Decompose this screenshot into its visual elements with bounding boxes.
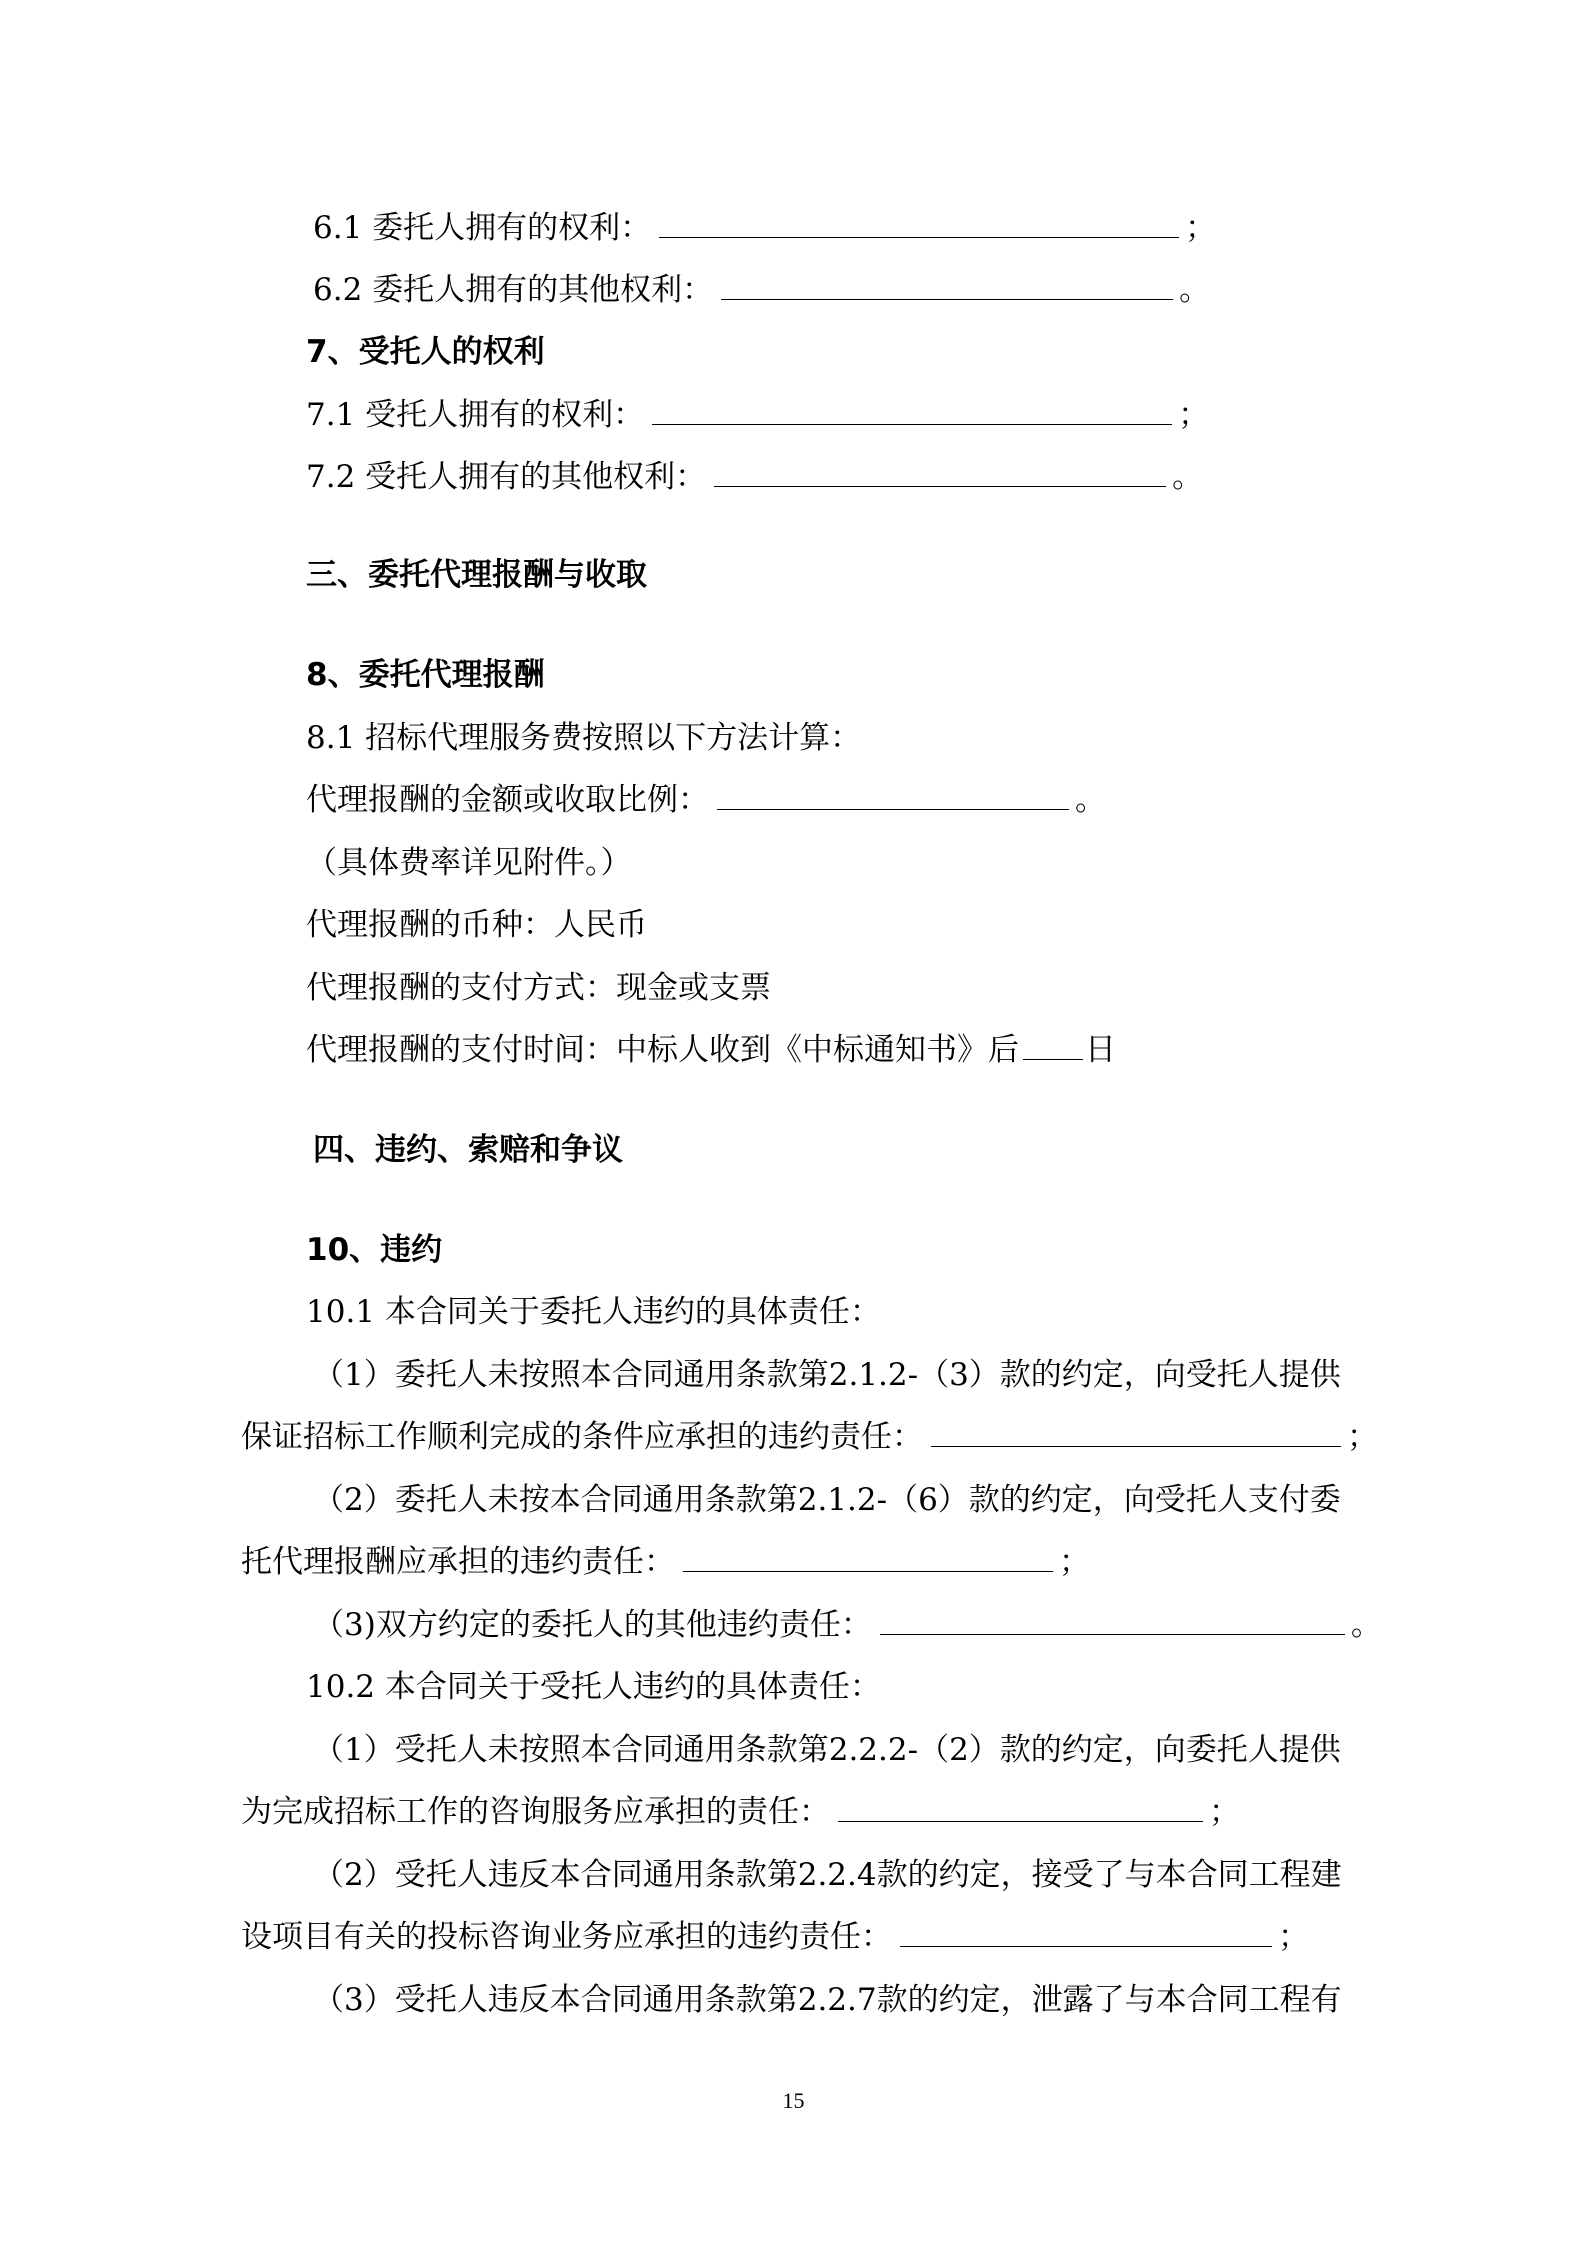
clause-6-2-end: 。 xyxy=(1179,272,1211,308)
amount-label: 代理报酬的金额或收取比例： xyxy=(306,782,709,818)
q1-b-label: 为完成招标工作的咨询服务应承担的责任： xyxy=(241,1794,830,1830)
clause-7-1-label: 7.1 受托人拥有的权利： xyxy=(306,397,645,433)
clause-6-1-label: 6.1 委托人拥有的权利： xyxy=(313,210,652,246)
item2-b-label: 托代理报酬应承担的违约责任： xyxy=(241,1544,675,1580)
clause-6-1 xyxy=(313,208,1216,248)
q2-b-label: 设项目有关的投标咨询业务应承担的违约责任： xyxy=(241,1919,892,1955)
fill-blank[interactable] xyxy=(1023,1033,1083,1060)
clause-7-2-label: 7.2 受托人拥有的其他权利： xyxy=(306,459,707,495)
clause-10-2: 10.2 本合同关于受托人违约的具体责任： xyxy=(306,1669,881,1705)
item1-b-label: 保证招标工作顺利完成的条件应承担的违约责任： xyxy=(241,1419,923,1455)
fill-blank[interactable] xyxy=(900,1920,1272,1947)
pay-time-end: 日 xyxy=(1085,1032,1116,1068)
item3-end: 。 xyxy=(1350,1607,1382,1643)
fill-blank[interactable] xyxy=(652,398,1172,425)
pay-time-label: 代理报酬的支付时间：中标人收到《中标通知书》后 xyxy=(306,1032,1019,1068)
clause-7-1-end: ； xyxy=(1178,397,1210,433)
clause-10-2-item2-a: （2）受托人违反本合同通用条款第2.2.4款的约定，接受了与本合同工程建 xyxy=(313,1857,1342,1893)
heading-7: 7、受托人的权利 xyxy=(306,334,545,370)
pay-method-line: 代理报酬的支付方式：现金或支票 xyxy=(306,970,771,1006)
fill-blank[interactable] xyxy=(721,273,1173,300)
item2-b-end: ； xyxy=(1059,1544,1090,1580)
clause-6-1-end: ； xyxy=(1185,210,1217,246)
fill-blank[interactable] xyxy=(880,1608,1345,1635)
q2-b-end: ； xyxy=(1278,1919,1309,1955)
section-3-heading: 三、委托代理报酬与收取 xyxy=(306,557,647,593)
heading-8: 8、委托代理报酬 xyxy=(306,657,545,693)
q1-b-end: ； xyxy=(1209,1794,1240,1830)
amount-line xyxy=(306,780,1106,820)
clause-10-1-item2-a: （2）委托人未按本合同通用条款第2.1.2-（6）款的约定，向受托人支付委 xyxy=(313,1482,1341,1518)
currency-line: 代理报酬的币种：人民币 xyxy=(306,907,647,943)
clause-10-1-item1-a: （1）委托人未按照本合同通用条款第2.1.2-（3）款的约定，向受托人提供 xyxy=(313,1357,1341,1393)
clause-6-2-label: 6.2 委托人拥有的其他权利： xyxy=(313,272,714,308)
fill-blank[interactable] xyxy=(838,1795,1203,1822)
clause-10-2-item1-a: （1）受托人未按照本合同通用条款第2.2.2-（2）款的约定，向委托人提供 xyxy=(313,1732,1341,1768)
clause-10-1-item3 xyxy=(313,1605,1382,1645)
clause-10-2-item3-a: （3）受托人违反本合同通用条款第2.2.7款的约定，泄露了与本合同工程有 xyxy=(313,1982,1342,2018)
clause-6-2 xyxy=(313,270,1210,310)
clause-10-1: 10.1 本合同关于委托人违约的具体责任： xyxy=(306,1294,881,1330)
pay-time-line xyxy=(306,1030,1116,1070)
section-4-heading: 四、违约、索赔和争议 xyxy=(313,1132,623,1168)
item3-label: （3)双方约定的委托人的其他违约责任： xyxy=(313,1607,872,1643)
clause-10-2-item2-b xyxy=(241,1917,1309,1957)
clause-10-1-item2-b xyxy=(241,1542,1090,1582)
clause-10-2-item1-b xyxy=(241,1792,1240,1832)
fill-blank[interactable] xyxy=(683,1545,1053,1572)
clause-7-2 xyxy=(306,457,1203,497)
page-number: 15 xyxy=(782,2088,805,2113)
fill-blank[interactable] xyxy=(931,1420,1341,1447)
item1-b-end: ； xyxy=(1347,1419,1378,1455)
clause-8-1: 8.1 招标代理服务费按照以下方法计算： xyxy=(306,720,862,756)
fill-blank[interactable] xyxy=(659,211,1179,238)
heading-10: 10、违约 xyxy=(306,1232,443,1268)
rate-note: （具体费率详见附件。） xyxy=(306,845,632,881)
amount-end: 。 xyxy=(1075,782,1106,818)
clause-10-1-item1-b xyxy=(241,1417,1378,1457)
clause-7-1 xyxy=(306,395,1209,435)
fill-blank[interactable] xyxy=(717,783,1069,810)
fill-blank[interactable] xyxy=(714,460,1166,487)
clause-7-2-end: 。 xyxy=(1172,459,1204,495)
